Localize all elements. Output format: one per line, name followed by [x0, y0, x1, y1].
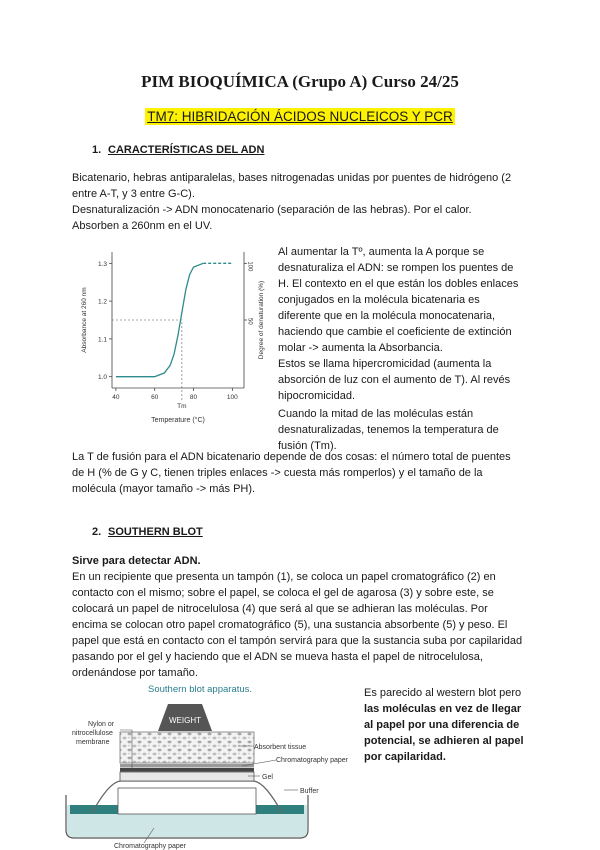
text-line: H. El contexto en el que están los dobles enlaces [278, 278, 519, 290]
x-tick-label: 80 [189, 394, 198, 401]
chromatography-paper-top [120, 764, 254, 768]
x-tick-group [112, 388, 238, 401]
nylon-label: nitrocellulose [72, 730, 113, 737]
text-line: ordenándose por tamaño. [72, 667, 198, 679]
text-line: de H (% de G y C, tienen triples enlaces -> cuesta más romperlos) y el tamaño de la [72, 467, 483, 479]
text-line: hipocromicidad. [278, 390, 356, 402]
section2-side-text [364, 685, 534, 765]
section1-fusion-text [72, 449, 511, 497]
section1-tm-text [278, 406, 528, 454]
text-line: encima se colocan otro papel cromatográfico (5), una sustancia absorbente (5) y peso. El [72, 619, 508, 631]
weight-label: WEIGHT [169, 716, 201, 725]
gel-layer [120, 772, 254, 781]
text-line: desnaturaliza el ADN: se rompen los puentes de [278, 262, 514, 274]
text-line: entre A-T, y 3 entre G-C). [72, 188, 195, 200]
text-line: Bicatenario, hebras antiparalelas, bases nitrogenadas unidas por puentes de hidrógeno (2 [72, 172, 512, 184]
text-line: contacto con el mismo; sobre el papel, se coloca el gel de agarosa (3) y sobre este, se [72, 587, 494, 599]
y-tick-label: 1.1 [97, 336, 107, 344]
buffer-label: Buffer [300, 788, 319, 795]
nylon-label: membrane [76, 739, 110, 746]
tm-label: Tm [177, 403, 187, 410]
y-tick-label: 1.0 [97, 374, 107, 382]
membrane-layer [120, 768, 254, 772]
melting-curve-chart [78, 246, 278, 436]
text-line: conjugados en la molécula bicatenaria es [278, 294, 480, 306]
section2-heading: SOUTHERN BLOT [108, 526, 203, 538]
right-tick-group [244, 261, 253, 325]
text-line: papel que está en contacto con el tampón servirá para que la sustancia suba por capilaridad [72, 635, 523, 647]
x-axis-label: Temperature (°C) [151, 417, 205, 424]
section1-side-text [278, 244, 528, 404]
nylon-label: Nylon or [88, 721, 115, 728]
x-tick-label: 60 [151, 394, 159, 401]
chrom-top-label: Chromatography paper [276, 757, 348, 764]
text-line: las moléculas en vez de llegar [364, 703, 522, 715]
text-line: haciendo que cambie el coeficiente de extinción [278, 326, 512, 338]
y-axis-label: Absorbance at 260 nm [81, 287, 88, 353]
text-line: por capilaridad. [364, 751, 446, 763]
text-line: al papel por una diferencia de [364, 719, 520, 731]
x-tick-label: 100 [226, 394, 238, 401]
right-axis-label: Degree of denaturation (%) [258, 280, 265, 360]
document-subtitle [0, 108, 600, 126]
subtitle-highlight: TM7: HIBRIDACIÓN ÁCIDOS NUCLEICOS Y PCR [147, 109, 453, 124]
text-line: Desnaturalización -> ADN monocatenario (separación de las hebras). Por el calor. [72, 204, 472, 216]
text-line: potencial, se adhieren al papel [364, 735, 524, 747]
gel-label: Gel [262, 774, 273, 781]
chrom-bottom-label: Chromatography paper [114, 843, 186, 850]
absorbent-label: Absorbent tissue [254, 744, 307, 751]
text-line: Al aumentar la Tº, aumenta la A porque se [278, 246, 485, 258]
text-line: Absorben a 260nm en el UV. [72, 220, 213, 232]
text-line: fusión (Tm). [278, 440, 337, 452]
y-tick-group [98, 261, 112, 381]
text-line: molécula (mayor tamaño -> más PH). [72, 483, 256, 495]
text-line: Cuando la mitad de las moléculas están [278, 408, 474, 420]
document-title: PIM BIOQUÍMICA (Grupo A) Curso 24/25 [141, 72, 459, 91]
section1-number: 1. [92, 144, 102, 156]
section2-number: 2. [92, 526, 102, 538]
text-line: En un recipiente que presenta un tampón (1), se coloca un papel cromatográfico (2) en [72, 571, 496, 583]
y-tick-label: 1.3 [97, 260, 107, 268]
section2-lead: Sirve para detectar ADN. [72, 555, 201, 567]
section1-intro [72, 170, 511, 234]
text-line: absorción de luz con el aumento de T). Al revés [278, 374, 511, 386]
text-line: Es parecido al western blot pero [364, 687, 522, 699]
absorbent-tissue [120, 732, 254, 763]
x-tick-label: 40 [112, 394, 120, 401]
text-line: molar -> aumenta la Absorbancia. [278, 342, 443, 354]
text-line: pasando por el gel y haciendo que el ADN se mueva hasta el papel de nitrocelulosa, [72, 651, 483, 663]
text-line: La T de fusión para el ADN bicatenario depende de dos cosas: el número total de puentes [72, 451, 511, 463]
right-tick-label: 50 [246, 318, 253, 325]
section2-body [72, 569, 522, 681]
apparatus-title: Southern blot apparatus. [148, 684, 253, 695]
section1-heading: CARACTERÍSTICAS DEL ADN [108, 144, 265, 156]
text-line: desnaturalizadas, tenemos la temperatura de [278, 424, 499, 436]
southern-blot-apparatus [62, 680, 362, 850]
right-tick-label: 100 [246, 261, 253, 272]
y-tick-label: 1.2 [97, 298, 107, 306]
support-block [118, 788, 256, 814]
text-line: colocará un papel de nitrocelulosa (4) que será al que se adhieran las moléculas. Por [72, 603, 488, 615]
text-line: diferente que en la molécula monocatenaria, [278, 310, 496, 322]
text-line: Estos se llama hipercromicidad (aumenta la [278, 358, 492, 370]
